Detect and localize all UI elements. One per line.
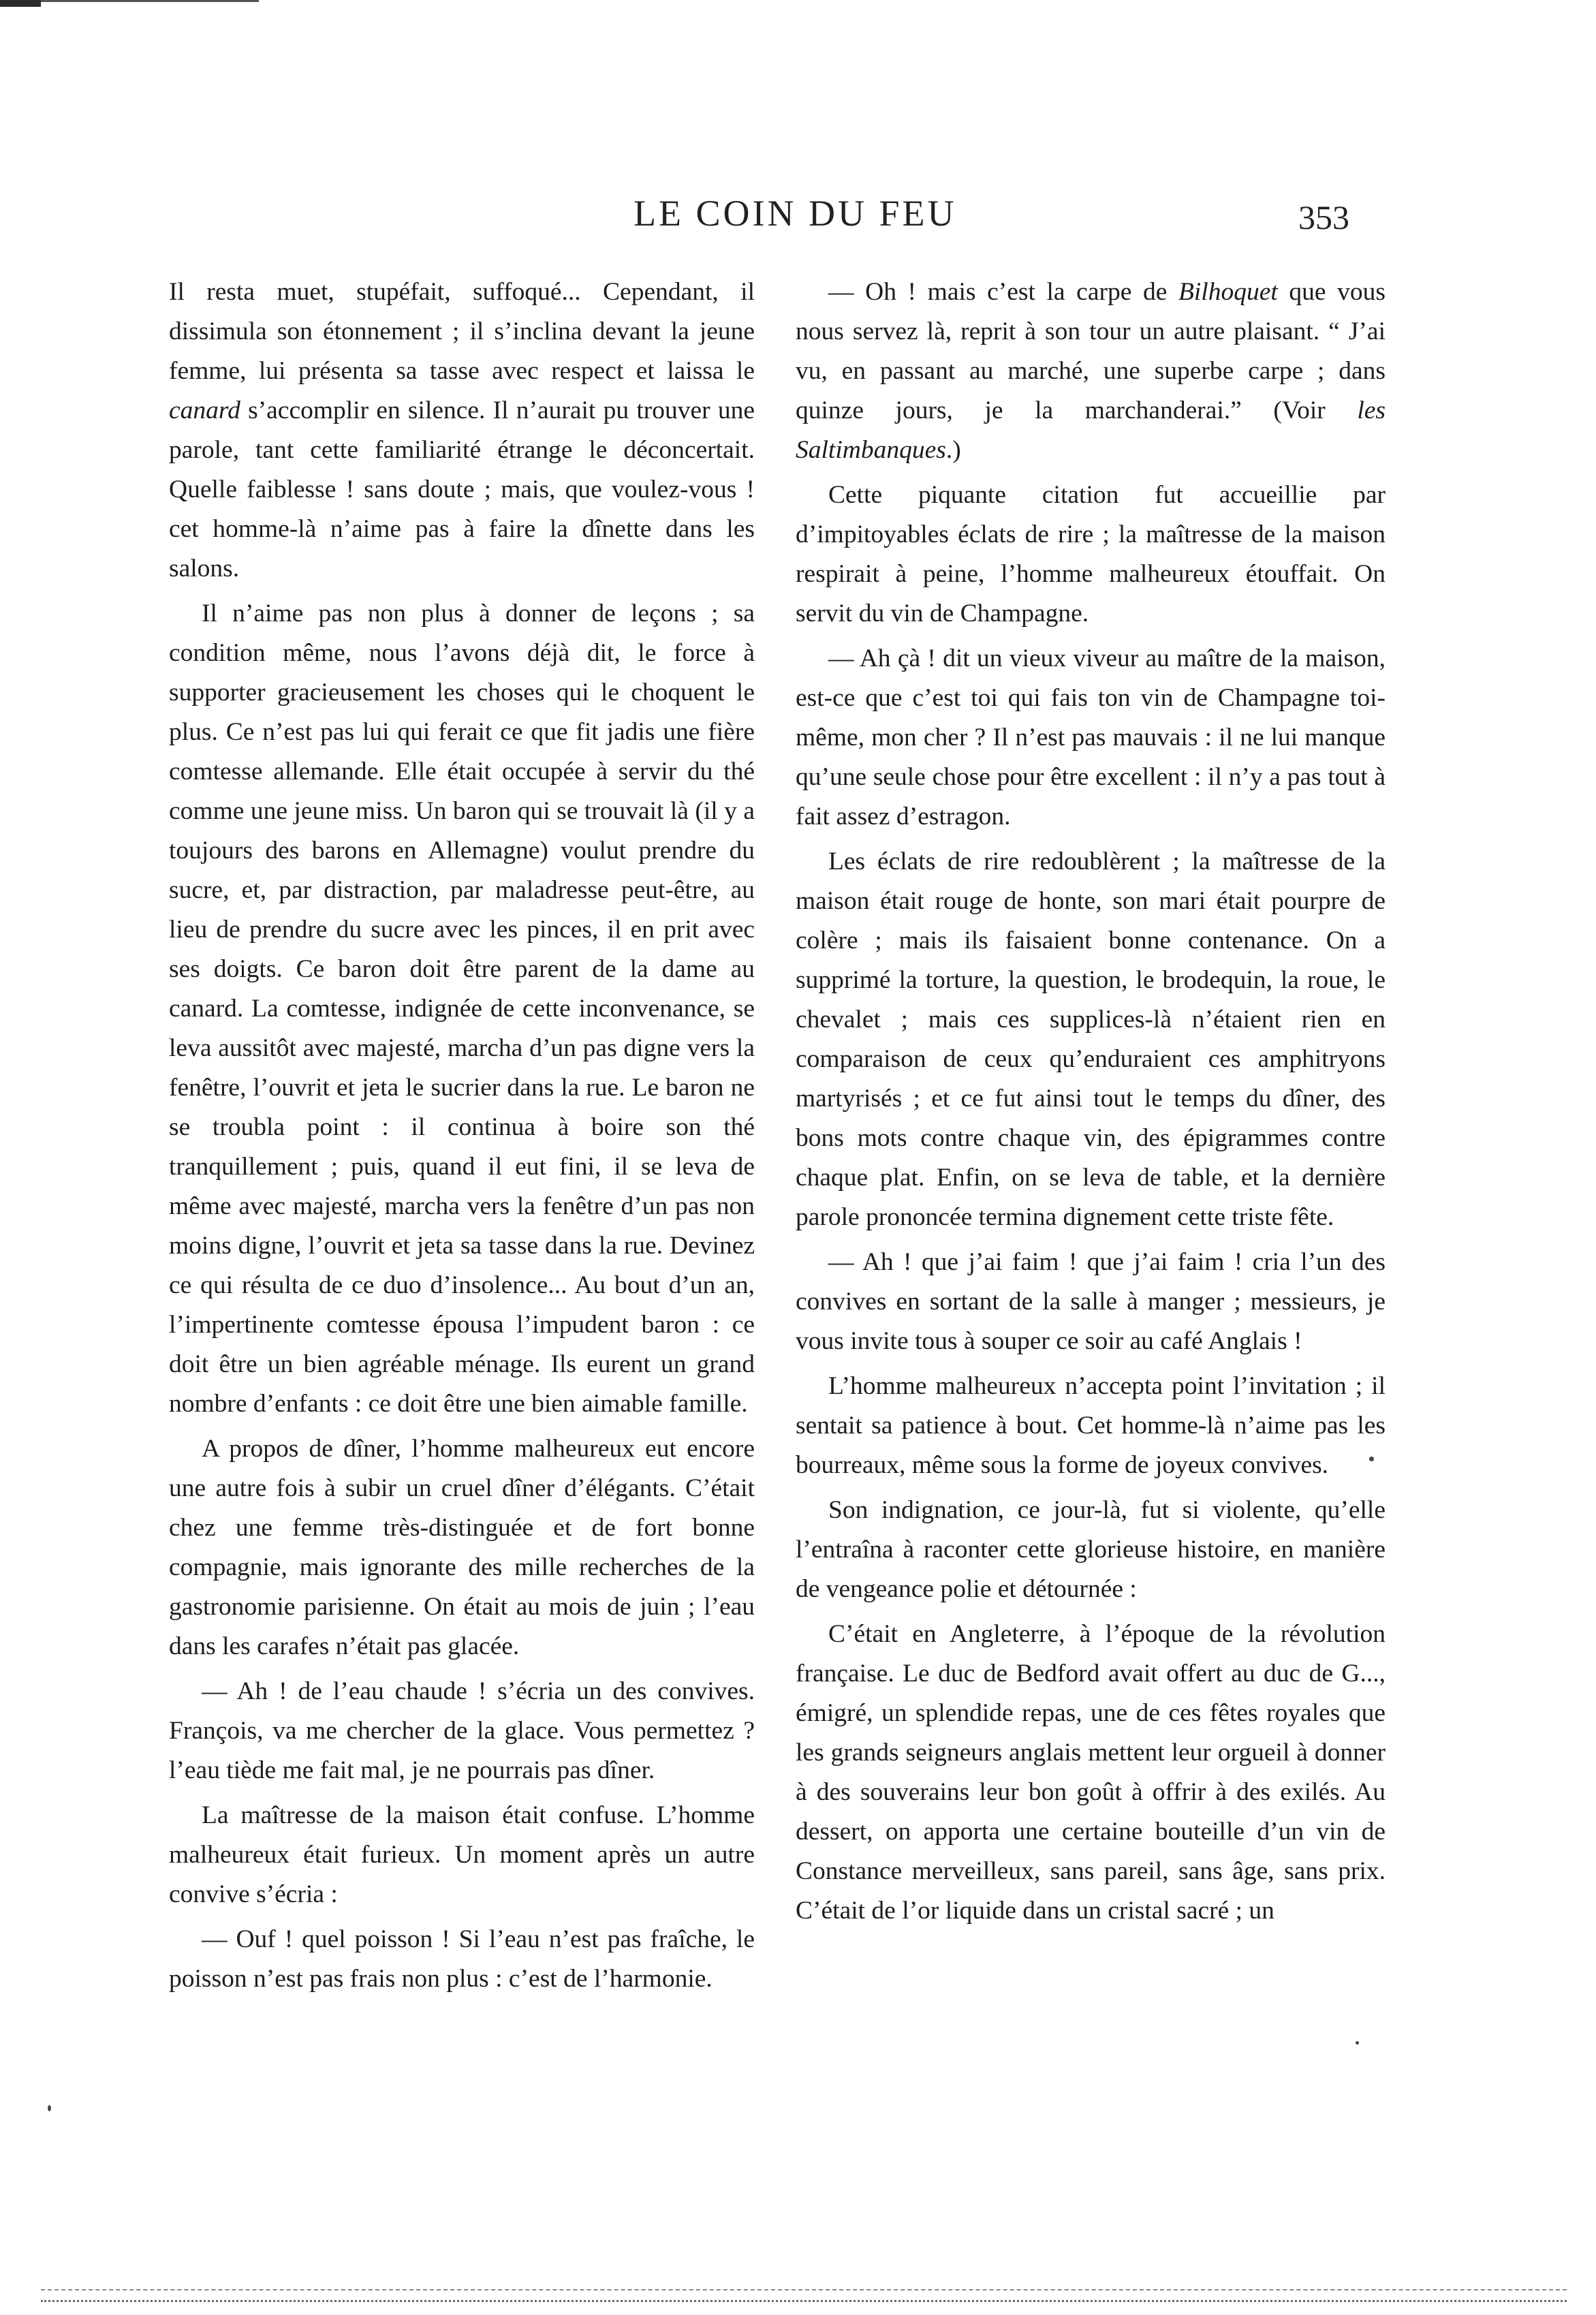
paragraph-text: que vous nous servez là, reprit à son tour un autre plaisant. “ J’ai vu, en passant au marché, une superbe carpe ; dans quinze jours, je la marchanderai.” (Voir <box>796 278 1386 424</box>
paragraph-text: C’était en Angleterre, à l’époque de la révolution française. Le duc de Bedford avait offert au duc de G..., émigré, un splendide repas, une de ces fêtes royales que les grands seigneurs anglais mettent leur orgueil à donner à des souverains leur bon goût à offrir à des exilés. Au dessert, on apporta une certaine bouteille d’un vin de Constance merveilleux, sans pareil, sans âge, sans prix. C’était de l’or liquide dans un cristal sacré ; un <box>796 1620 1386 1925</box>
paragraph-text: .) <box>945 436 961 464</box>
paragraph-text: — Ah ! de l’eau chaude ! s’écria un des convives. François, va me chercher de la glace. Vous permettez ? l’eau tiède me fait mal, je ne pourrais pas dîner. <box>169 1677 755 1784</box>
print-speck <box>1369 1457 1374 1461</box>
bottom-edge-mark <box>41 2289 1567 2302</box>
paragraph-p12 <box>796 1367 1386 1485</box>
paragraph-p7 <box>796 273 1386 470</box>
paragraph-p11 <box>796 1243 1386 1361</box>
paragraph-text: — Ah çà ! dit un vieux viveur au maître de la maison, est-ce que c’est toi qui fais ton vin de Champagne toi-même, mon cher ? Il n’est pas mauvais : il ne lui manque qu’une seule chose pour être excellent : il n’y a pas tout à fait assez d’estragon. <box>796 644 1386 830</box>
paragraph-p1 <box>169 273 755 589</box>
paragraph-p4 <box>169 1672 755 1790</box>
print-speck <box>48 2105 51 2111</box>
paragraph-text: A propos de dîner, l’homme malheureux eut encore une autre fois à subir un cruel dîner d’élégants. C’était chez une femme très-distinguée et de fort bonne compagnie, mais ignorante des mille recherches de la gastronomie parisienne. On était au mois de juin ; l’eau dans les carafes n’était pas glacée. <box>169 1435 755 1660</box>
top-edge-mark <box>0 0 259 6</box>
paragraph-p2 <box>169 594 755 1424</box>
paragraph-p8 <box>796 476 1386 634</box>
paragraph-text: — Ouf ! quel poisson ! Si l’eau n’est pas fraîche, le poisson n’est pas frais non plus : c’est de l’harmonie. <box>169 1925 755 1993</box>
paragraph-text: Il n’aime pas non plus à donner de leçons ; sa condition même, nous l’avons déjà dit, le force à supporter gracieusement les choses qui le choquent le plus. Ce n’est pas lui qui ferait ce que fit jadis une fière comtesse allemande. Elle était occupée à servir du thé comme une jeune miss. Un baron qui se trouvait là (il y a toujours des barons en Allemagne) voulut prendre du sucre, et, par distraction, par maladresse peut-être, au lieu de prendre du sucre avec les pinces, il en prit avec ses doigts. Ce baron doit être parent de la dame au canard. La comtesse, indignée de cette inconvenance, se leva aussitôt avec majesté, marcha d’un pas digne vers la fenêtre, l’ouvrit et jeta le sucrier dans la rue. Le baron ne se troubla point : il continua à boire son thé tranquillement ; puis, quand il eut fini, il se leva de même avec majesté, marcha vers la fenêtre d’un pas non moins digne, l’ouvrit et jeta sa tasse dans la rue. Devinez ce qui résulta de ce duo d’insolence... Au bout d’un an, l’impertinente comtesse épousa l’impudent baron : ce doit être un bien agréable ménage. Ils eurent un grand nombre d’enfants : ce doit être une bien aimable famille. <box>169 600 755 1418</box>
paragraph-p10 <box>796 842 1386 1237</box>
paragraph-text: Les éclats de rire redoublèrent ; la maîtresse de la maison était rouge de honte, son mari était pourpre de colère ; mais ils faisaient bonne contenance. On a supprimé la torture, la question, le brodequin, la roue, le chevalet ; mais ces supplices-là n’étaient rien en comparaison de ceux qu’enduraient ces amphitryons martyrisés ; et ce fut ainsi tout le temps du dîner, des bons mots contre chaque vin, des épigrammes contre chaque plat. Enfin, on se leva de table, et la dernière parole prononcée termina dignement cette triste fête. <box>796 848 1386 1231</box>
paragraph-text: s’accomplir en silence. Il n’aurait pu trouver une parole, tant cette familiarité étrange le déconcertait. Quelle faiblesse ! sans doute ; mais, que voulez-vous ! cet homme-là n’aime pas à faire la dînette dans les salons. <box>169 397 755 582</box>
page-number: 353 <box>1298 198 1349 236</box>
paragraph-text: — Ah ! que j’ai faim ! que j’ai faim ! cria l’un des convives en sortant de la salle à manger ; messieurs, je vous invite tous à souper ce soir au café Anglais ! <box>796 1248 1386 1355</box>
paragraph-p5 <box>169 1796 755 1914</box>
paragraph-text: Cette piquante citation fut accueillie par d’impitoyables éclats de rire ; la maîtresse de la maison respirait à peine, l’homme malheureux étouffait. On servit du vin de Champagne. <box>796 481 1386 627</box>
paragraph-p9 <box>796 639 1386 837</box>
paragraph-p3 <box>169 1429 755 1666</box>
running-title: LE COIN DU FEU <box>633 193 957 234</box>
paragraph-p14 <box>796 1615 1386 1931</box>
paragraph-text: L’homme malheureux n’accepta point l’invitation ; il sentait sa patience à bout. Cet homme-là n’aime pas les bourreaux, même sous la forme de joyeux convives. <box>796 1372 1386 1479</box>
italic-title: canard <box>169 397 240 424</box>
right-text-column <box>796 273 1386 1936</box>
italic-title: les Saltimbanques <box>796 397 1386 464</box>
print-speck <box>1356 2041 1359 2045</box>
paragraph-text: La maîtresse de la maison était confuse. L’homme malheureux était furieux. Un moment après un autre convive s’écria : <box>169 1801 755 1908</box>
paragraph-p13 <box>796 1491 1386 1609</box>
italic-title: Bilhoquet <box>1178 278 1278 306</box>
left-text-column <box>169 273 755 2004</box>
paragraph-text: Il resta muet, stupéfait, suffoqué... Cependant, il dissimula son étonnement ; il s’inclina devant la jeune femme, lui présenta sa tasse avec respect et laissa le <box>169 278 755 385</box>
paragraph-p6 <box>169 1920 755 1999</box>
paragraph-text: — Oh ! mais c’est la carpe de <box>828 278 1178 306</box>
paragraph-text: Son indignation, ce jour-là, fut si violente, qu’elle l’entraîna à raconter cette glorieuse histoire, en manière de vengeance polie et détournée : <box>796 1496 1386 1603</box>
